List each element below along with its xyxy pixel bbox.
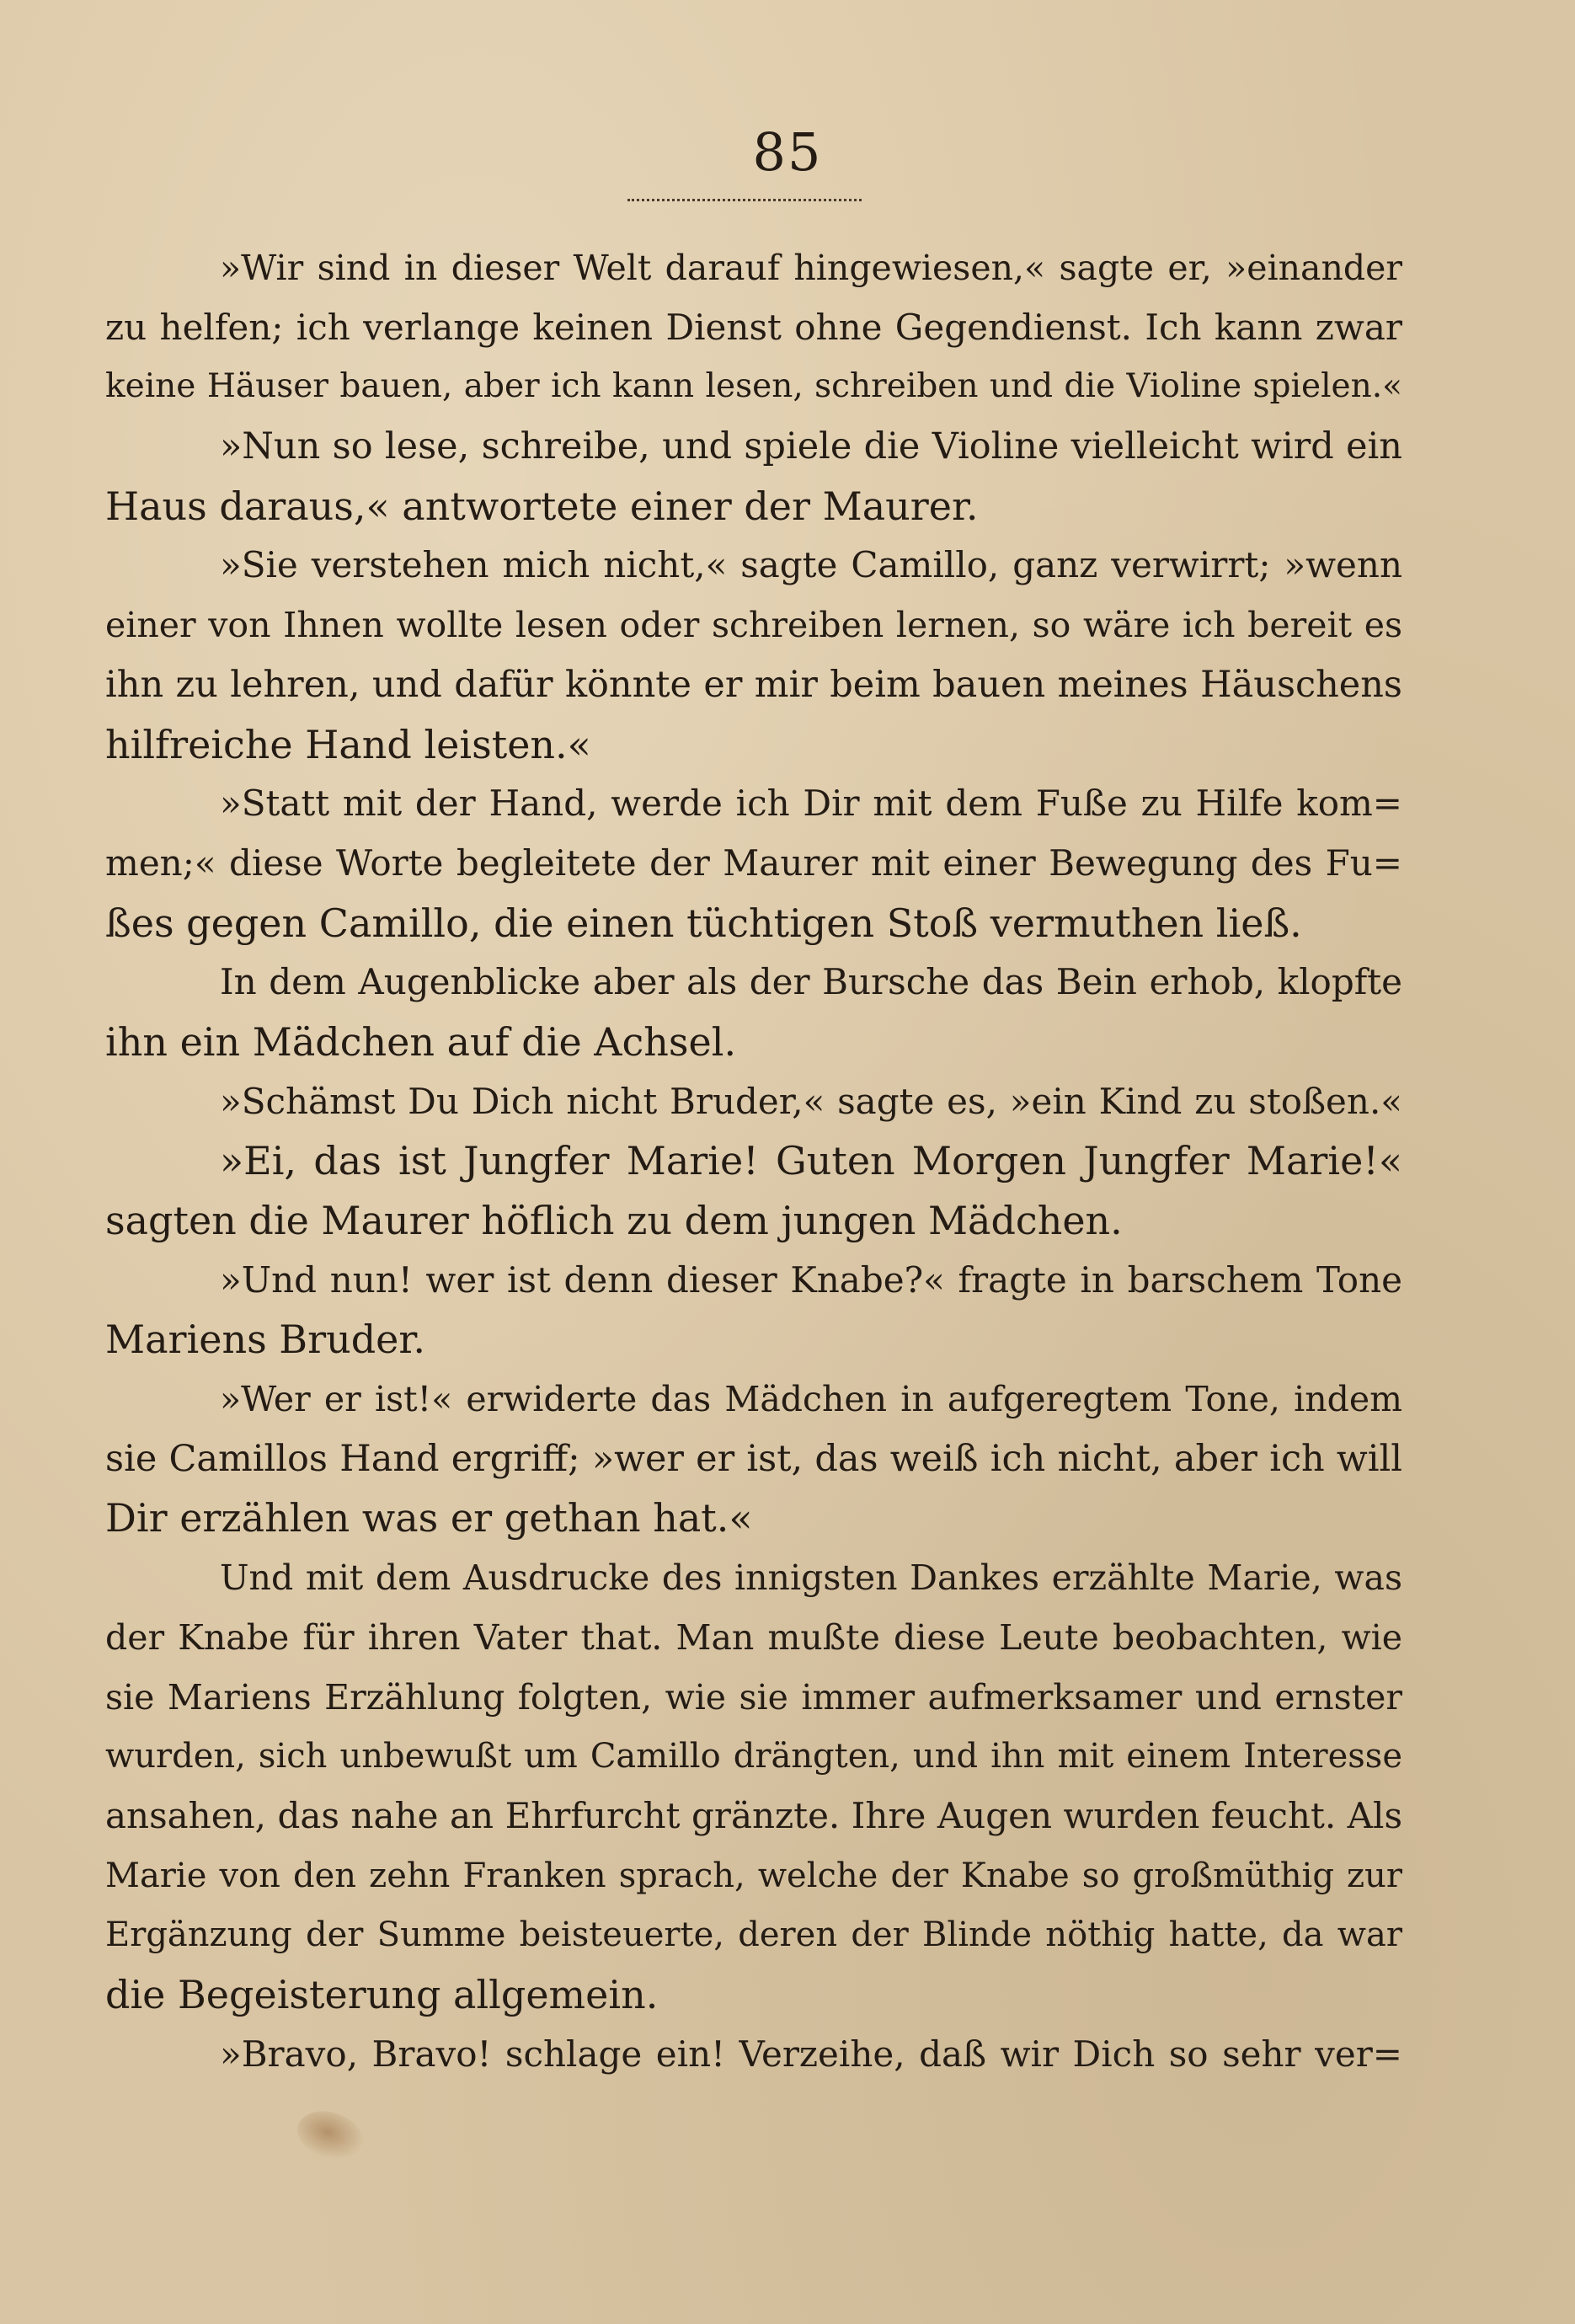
text-line: »Statt mit der Hand, werde ich Dir mit dem Fuße zu Hilfe kom= [220, 783, 1402, 825]
text-line: men;« diese Worte begleitete der Maurer mit einer Bewegung des Fu= [105, 841, 1402, 884]
text-line: In dem Augenblicke aber als der Bursche das Bein erhob, klopfte [220, 961, 1402, 1003]
text-line: ihn ein Mädchen auf die Achsel. [105, 1018, 737, 1065]
text-line: Und mit dem Ausdrucke des innigsten Dankes erzählte Marie, was [220, 1557, 1402, 1599]
text-line: zu helfen; ich verlange keinen Dienst ohne Gegendienst. Ich kann zwar [105, 306, 1402, 348]
text-line: hilfreiche Hand leisten.« [105, 721, 591, 767]
text-line: Dir erzählen was er gethan hat.« [105, 1495, 753, 1541]
text-line: Haus daraus,« antwortete einer der Maurer. [105, 483, 979, 529]
text-line: ßes gegen Camillo, die einen tüchtigen Stoß vermuthen ließ. [105, 900, 1302, 946]
text-line: »Sie verstehen mich nicht,« sagte Camillo, ganz verwirrt; »wenn [220, 544, 1402, 586]
text-line: sagten die Maurer höflich zu dem jungen Mädchen. [105, 1198, 1123, 1243]
text-line: Marie von den zehn Franken sprach, welche der Knabe so großmüthig zur [105, 1856, 1402, 1895]
text-line: »Und nun! wer ist denn dieser Knabe?« fragte in barschem Tone [220, 1258, 1402, 1301]
text-line: »Wer er ist!« erwiderte das Mädchen in aufgeregtem Tone, indem [220, 1379, 1402, 1420]
body-text [105, 238, 1402, 2084]
paper-stain [291, 2103, 370, 2167]
text-line: »Ei, das ist Jungfer Marie! Guten Morgen Jungfer Marie!« [220, 1138, 1402, 1184]
text-line: »Schämst Du Dich nicht Bruder,« sagte es, »ein Kind zu stoßen.« [220, 1080, 1402, 1122]
text-line: sie Mariens Erzählung folgten, wie sie immer aufmerksamer und ernster [105, 1676, 1402, 1718]
text-line: »Nun so lese, schreibe, und spiele die Violine vielleicht wird ein [220, 425, 1402, 468]
text-line: »Wir sind in dieser Welt darauf hingewiesen,« sagte er, »einander [220, 248, 1402, 288]
text-line: Ergänzung der Summe beisteuerte, deren der Blinde nöthig hatte, da war [105, 1915, 1402, 1955]
text-line: die Begeisterung allgemein. [105, 1971, 659, 2017]
text-line: einer von Ihnen wollte lesen oder schreiben lernen, so wäre ich bereit es [105, 605, 1402, 646]
text-line: wurden, sich unbewußt um Camillo drängten, und ihn mit einem Interesse [105, 1737, 1402, 1776]
text-line: sie Camillos Hand ergriff; »wer er ist, das weiß ich nicht, aber ich will [105, 1437, 1402, 1480]
header-dotted-rule [627, 199, 862, 201]
text-line: keine Häuser bauen, aber ich kann lesen, schreiben und die Violine spielen.« [105, 367, 1402, 406]
text-line: Mariens Bruder. [105, 1317, 425, 1363]
text-line: ihn zu lehren, und dafür könnte er mir beim bauen meines Häuschens [105, 663, 1402, 706]
text-line: der Knabe für ihren Vater that. Man mußte diese Leute beobachten, wie [105, 1616, 1402, 1658]
page-number: 85 [752, 121, 823, 183]
text-line: ansahen, das nahe an Ehrfurcht gränzte. Ihre Augen wurden feucht. Als [105, 1794, 1402, 1836]
text-line: »Bravo, Bravo! schlage ein! Verzeihe, daß wir Dich so sehr ver= [220, 2033, 1402, 2075]
